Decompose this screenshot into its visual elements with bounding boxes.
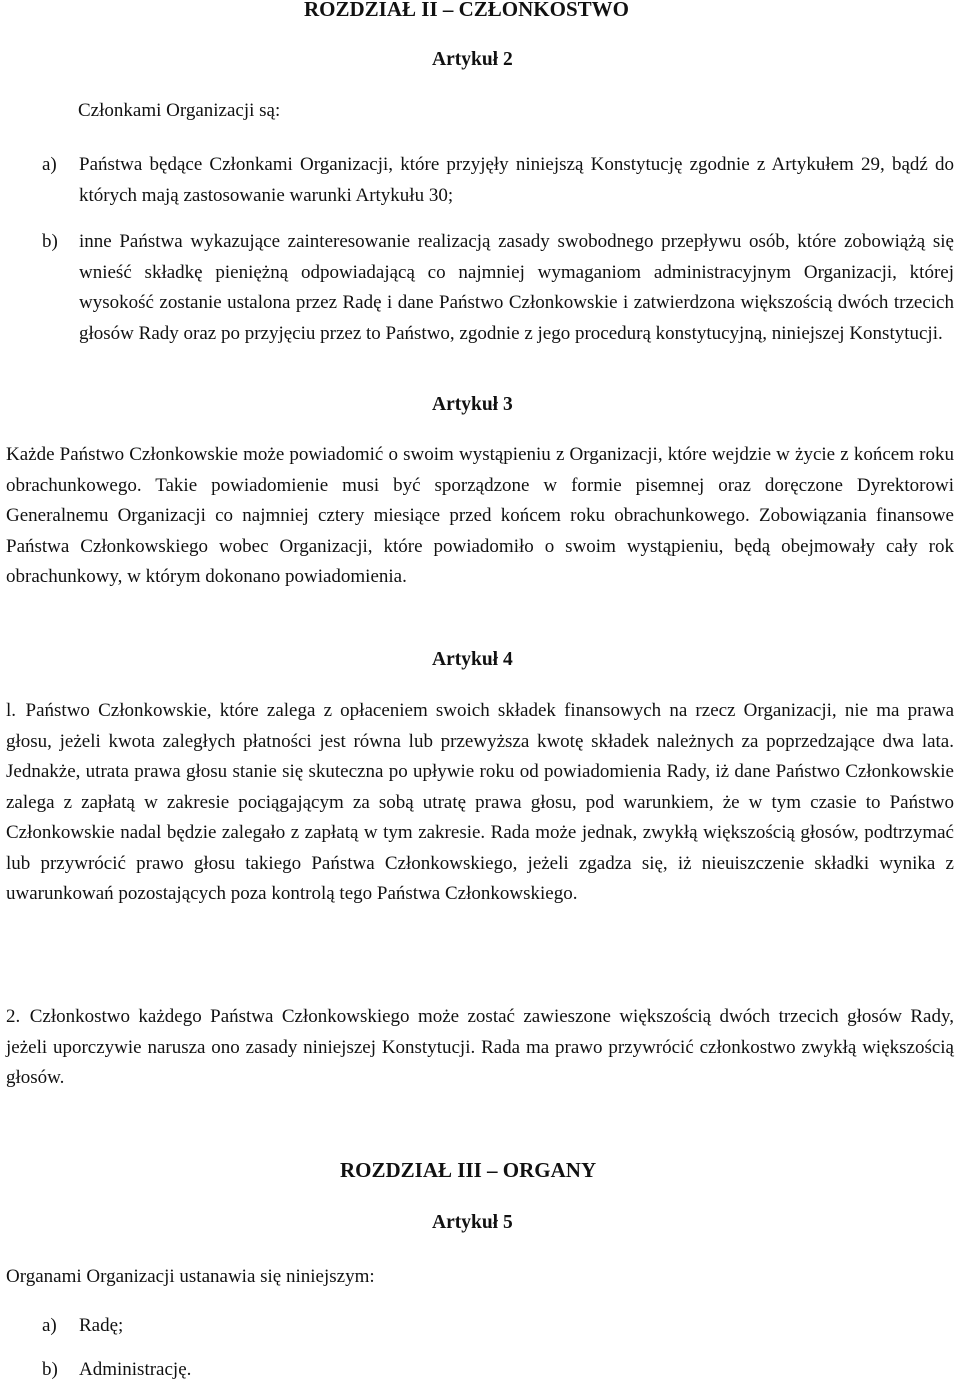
list-item-text: Radę; [79,1315,124,1336]
article-2-heading: Artykuł 2 [432,49,513,70]
list-marker: a) [42,1315,57,1336]
chapter-3-title: ROZDZIAŁ III – ORGANY [340,1158,597,1182]
article-5-intro: Organami Organizacji ustanawia się niniejszym: [6,1266,375,1287]
article-4-paragraph-2: 2. Członkostwo każdego Państwa Członkowskiego może zostać zawieszone większością dwóch trzecich głosów Rady, jeżeli uporczywie narusza ono zasady niniejszej Konstytucji. Rada ma prawo przywrócić członkostwo zwykłą większością głosów. [6,1006,954,1088]
list-item-text: Państwa będące Członkami Organizacji, które przyjęły niniejszą Konstytucję zgodnie z Artykułem 29, bądź do których mają zastosowanie warunki Artykułu 30; [79,154,954,206]
list-item-b [6,227,954,349]
list-item-b [42,1355,191,1386]
article-4-paragraph-1: l. Państwo Członkowskie, które zalega z opłaceniem swoich składek finansowych na rzecz Organizacji, nie ma prawa głosu, jeżeli kwota zaległych płatności jest równa lub przewyższa kwotę składek należnych za poprzedzające dwa lata. Jednakże, utrata prawa głosu stanie się skuteczna po upływie roku od powiadomienia Rady, iż dane Państwo Członkowskie zalega z zapłatą w zakresie pociągającym za sobą utratę prawa głosu, pod warunkiem, że w tym czasie to Państwo Członkowskie nadal będzie zalegało z zapłatą w tym zakresie. Rada może jednak, zwykłą większością głosów, podtrzymać lub przywrócić prawo głosu takiego Państwa Członkowskiego, jeżeli zgadza się, iż nieuiszczenie składki wynika z uwarunkowań pozostających poza kontrolą tego Państwa Członkowskiego. [6,700,954,904]
article-2-list [6,150,954,349]
list-item-text: Administrację. [79,1359,192,1380]
list-marker: a) [42,154,57,175]
chapter-2-title: ROZDZIAŁ II – CZŁONKOSTWO [304,0,629,21]
list-marker: b) [42,1359,58,1380]
list-item-a [6,150,954,211]
article-5-heading: Artykuł 5 [432,1212,513,1233]
list-marker: b) [42,231,58,252]
article-4-heading: Artykuł 4 [432,649,513,670]
article-3-paragraph: Każde Państwo Członkowskie może powiadomić o swoim wystąpieniu z Organizacji, które wejdzie w życie z końcem roku obrachunkowego. Takie powiadomienie musi być sporządzone w formie pisemnej oraz doręczone Dyrektorowi Generalnemu Organizacji co najmniej cztery miesiące przed końcem roku obrachunkowego. Zobowiązania finansowe Państwa Członkowskiego wobec Organizacji, które powiadomiło o swoim wystąpieniu, będą obejmowały cały rok obrachunkowy, w którym dokonano powiadomienia. [6,444,954,587]
article-3-heading: Artykuł 3 [432,394,513,415]
list-item-text: inne Państwa wykazujące zainteresowanie realizacją zasady swobodnego przepływu osób, które zobowiążą się wnieść składkę pieniężną odpowiadającą co najmniej wymaganiom administracyjnym Organizacji, której wysokość zostanie ustalona przez Radę i dane Państwo Członkowskie i zatwierdzona większością dwóch trzecich głosów Rady oraz po przyjęciu przez to Państwo, zgodnie z jego procedurą konstytucyjną, niniejszej Konstytucji. [79,231,954,344]
list-item-a [42,1311,123,1342]
article-2-intro: Członkami Organizacji są: [78,100,281,121]
